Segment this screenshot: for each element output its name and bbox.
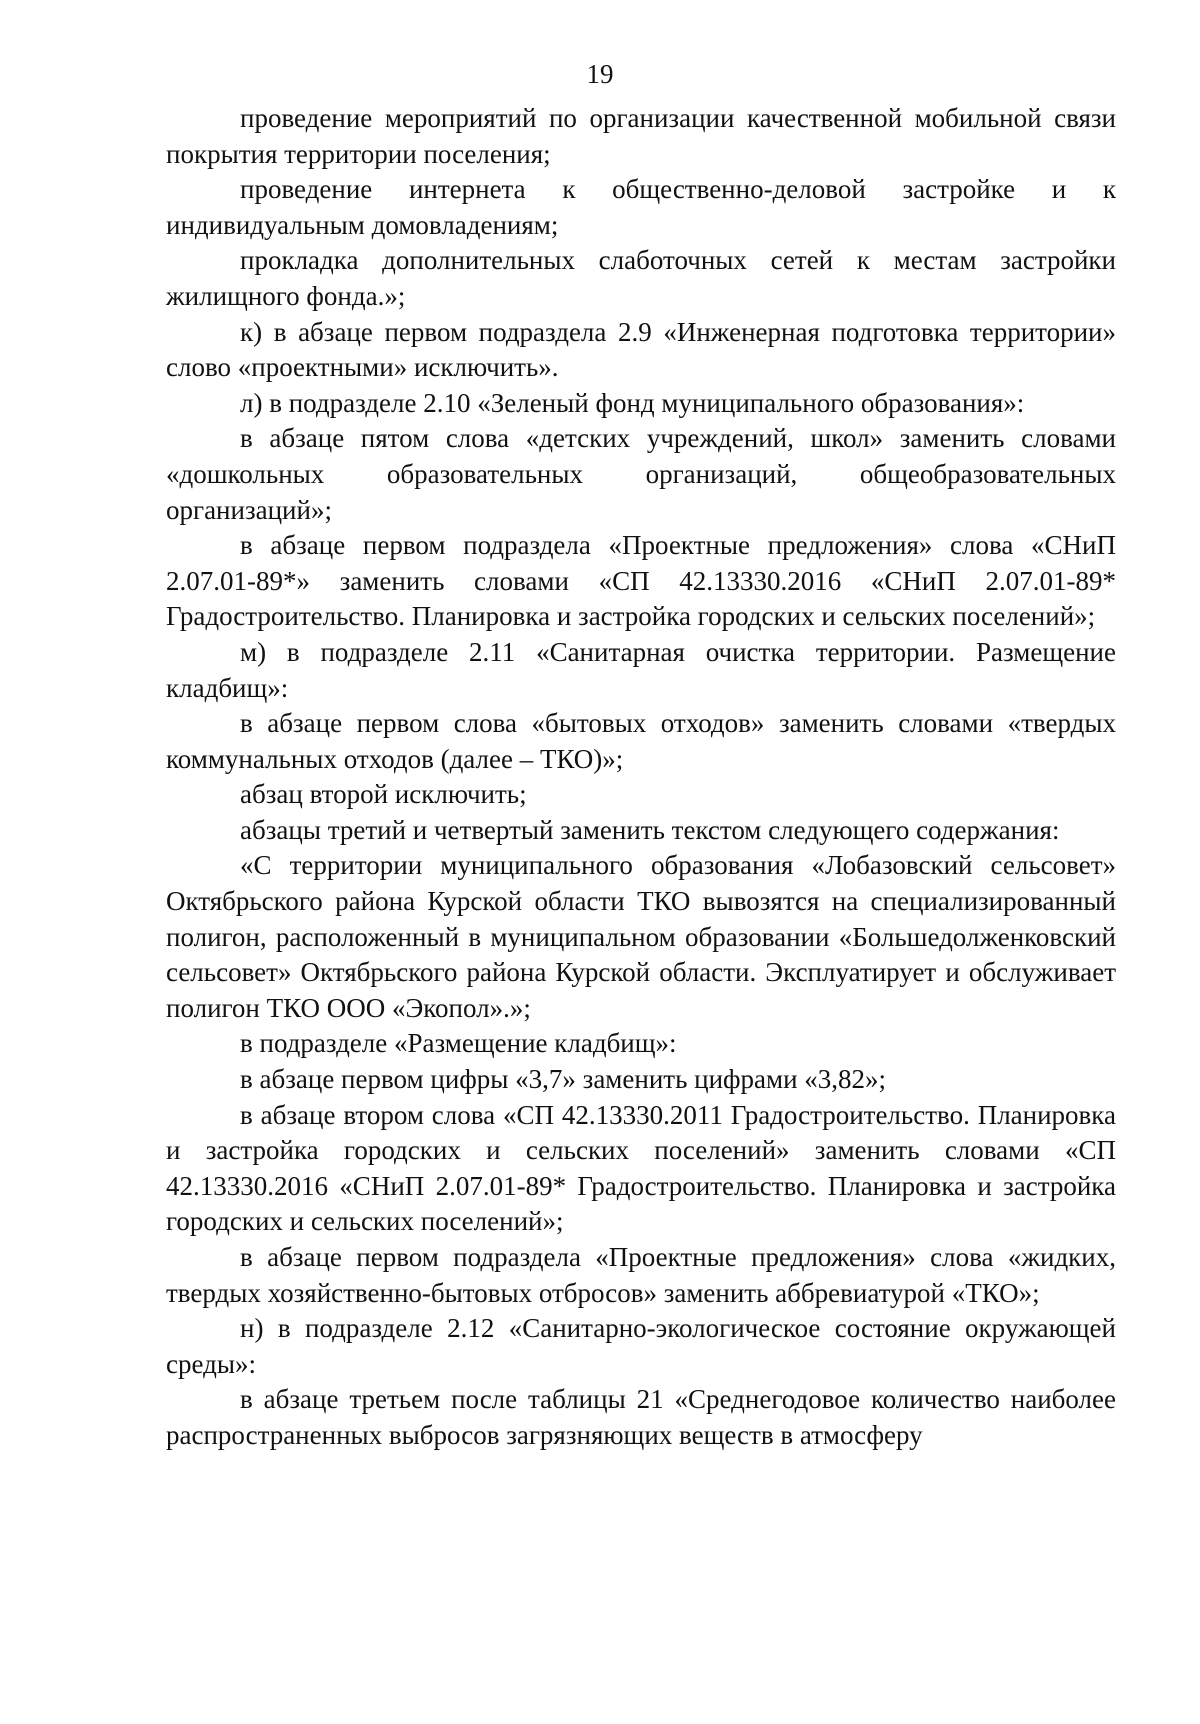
paragraph: к) в абзаце первом подраздела 2.9 «Инженерная подготовка территории» слово «проектными» исключить».	[166, 316, 1116, 383]
paragraph: в абзаце пятом слова «детских учреждений, школ» заменить словами «дошкольных образовательных организаций, общеобразовательных организаций»;	[166, 423, 1116, 525]
paragraph: абзац второй исключить;	[240, 779, 527, 810]
paragraph: в абзаце первом цифры «3,7» заменить цифрами «3,82»;	[240, 1064, 887, 1095]
paragraph: н) в подразделе 2.12 «Санитарно-экологическое состояние окружающей среды»:	[166, 1313, 1116, 1379]
paragraph: м) в подразделе 2.11 «Санитарная очистка территории. Размещение кладбищ»:	[166, 636, 1116, 703]
paragraph: прокладка дополнительных слаботочных сетей к местам застройки жилищного фонда.»;	[166, 245, 1116, 311]
paragraph: проведение интернета к общественно-деловой застройке и к индивидуальным домовладениям;	[166, 174, 1116, 240]
paragraph: л) в подразделе 2.10 «Зеленый фонд муниципального образования»:	[240, 387, 1025, 418]
paragraph: в абзаце первом подраздела «Проектные предложения» слова «жидких, твердых хозяйственно-бытовых отбросов» заменить аббревиатурой «ТКО»;	[166, 1242, 1116, 1308]
page-number: 19	[586, 59, 614, 89]
paragraph: «С территории муниципального образования «Лобазовский сельсовет» Октябрьского района Курской области ТКО вывозятся на специализированный полигон, расположенный в муниципальном образовании «Большедолженковский сельсовет» Октябрьского района Курской области. Эксплуатирует и обслуживает полигон ТКО ООО «Экопол».»;	[166, 850, 1116, 1023]
paragraph: проведение мероприятий по организации качественной мобильной связи покрытия территории поселения;	[166, 103, 1116, 169]
paragraph: в абзаце третьем после таблицы 21 «Среднегодовое количество наиболее распространенных выбросов загрязняющих веществ в атмосферу	[166, 1384, 1116, 1450]
paragraph: в абзаце первом подраздела «Проектные предложения» слова «СНиП 2.07.01-89*» заменить словами «СП 42.13330.2016 «СНиП 2.07.01-89* Градостроительство. Планировка и застройка городских и сельских поселений»;	[166, 530, 1116, 632]
document-body	[166, 101, 1116, 1454]
paragraph: в абзаце втором слова «СП 42.13330.2011 Градостроительство. Планировка и застройка городских и сельских поселений» заменить словами «СП 42.13330.2016 «СНиП 2.07.01-89* Градостроительство. Планировка и застройка городских и сельских поселений»;	[166, 1099, 1116, 1237]
paragraph: в абзаце первом слова «бытовых отходов» заменить словами «твердых коммунальных отходов (далее – ТКО)»;	[166, 708, 1116, 774]
paragraph: абзацы третий и четвертый заменить текстом следующего содержания:	[240, 814, 1060, 845]
paragraph: в подразделе «Размещение кладбищ»:	[240, 1028, 677, 1059]
